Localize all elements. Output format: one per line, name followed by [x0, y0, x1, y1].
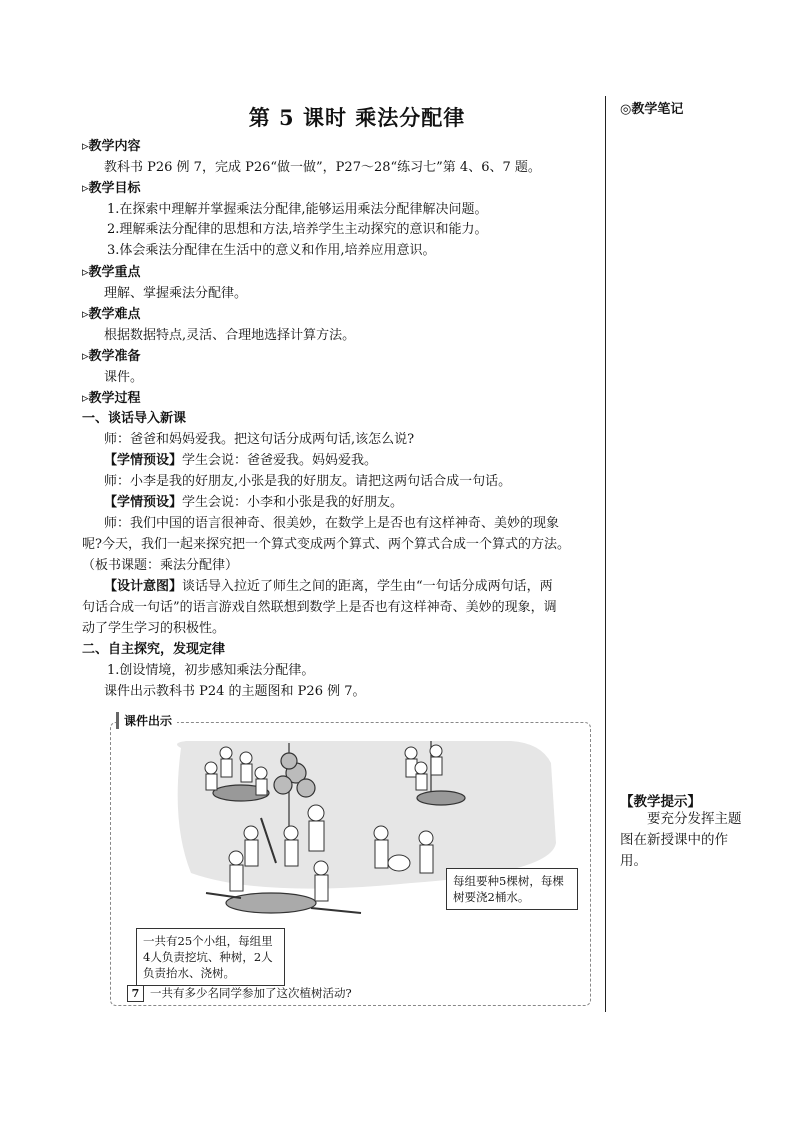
paragraph-2: 【学情预设】学生会说：爸爸爱我。妈妈爱我。: [104, 453, 378, 468]
paragraph-7: 1.创设情境，初步感知乘法分配律。: [107, 663, 315, 678]
paragraph-1: 师：爸爸和妈妈爱我。把这句话分成两句话,该怎么说?: [104, 432, 415, 447]
key-text: 理解、掌握乘法分配律。: [104, 286, 248, 301]
difficulty-text: 根据数据特点,灵活、合理地选择计算方法。: [104, 328, 356, 343]
example-number: 7: [127, 985, 144, 1002]
paragraph-5c: （板书课题：乘法分配律）: [82, 558, 239, 573]
page-title: 第 5 课时 乘法分配律: [248, 105, 466, 130]
notes-label: ◎教学笔记: [620, 102, 684, 117]
content-text: 教科书 P26 例 7，完成 P26“做一做”，P27～28“练习七”第 4、6、7 题。: [104, 160, 541, 175]
teaching-tip-title: 【教学提示】: [620, 794, 701, 810]
paragraph-6b: 句话合成一句话”的语言游戏自然联想到数学上是否也有这样神奇、美妙的现象，调: [82, 600, 557, 615]
paragraph-3: 师：小李是我的好朋友,小张是我的好朋友。请把这两句话合成一句话。: [104, 474, 512, 489]
paragraph-6a: 【设计意图】谈话导入拉近了师生之间的距离，学生由“一句话分成两句话，两: [104, 579, 553, 594]
speech-bubble-left: 一共有25个小组，每组里4人负责挖坑、种树，2人负责抬水、浇树。: [136, 928, 285, 986]
teaching-tip-body: 要充分发挥主题图在新授课中的作用。: [620, 811, 742, 869]
column-divider: [605, 96, 606, 1012]
subsection-1: 一、谈话导入新课: [82, 411, 187, 426]
subsection-2: 二、自主探究，发现定律: [82, 642, 226, 657]
goal-1: 1.在探索中理解并掌握乘法分配律,能够运用乘法分配律解决问题。: [107, 202, 488, 217]
section-heading-difficulty: ▹教学难点: [82, 307, 141, 322]
section-heading-key: ▹教学重点: [82, 265, 141, 280]
example-question: 一共有多少名同学参加了这次植树活动?: [150, 986, 352, 1000]
section-heading-process: ▹教学过程: [82, 391, 141, 406]
section-heading-content: ▹教学内容: [82, 139, 141, 154]
figure-label: 课件出示: [116, 712, 177, 729]
paragraph-5b: 呢?今天，我们一起来探究把一个算式变成两个算式、两个算式合成一个算式的方法。: [82, 537, 570, 552]
goal-2: 2.理解乘法分配律的思想和方法,培养学生主动探究的意识和能力。: [107, 222, 488, 237]
prep-text: 课件。: [104, 370, 144, 385]
section-heading-goal: ▹教学目标: [82, 181, 141, 196]
paragraph-5a: 师：我们中国的语言很神奇、很美妙，在数学上是否也有这样神奇、美妙的现象: [104, 516, 560, 531]
speech-bubble-right: 每组要种5棵树，每棵树要浇2桶水。: [446, 868, 578, 910]
paragraph-8: 课件出示教科书 P24 的主题图和 P26 例 7。: [104, 684, 366, 699]
section-heading-prep: ▹教学准备: [82, 349, 141, 364]
goal-3: 3.体会乘法分配律在生活中的意义和作用,培养应用意识。: [107, 243, 436, 258]
paragraph-4: 【学情预设】学生会说：小李和小张是我的好朋友。: [104, 495, 404, 510]
paragraph-6c: 动了学生学习的积极性。: [82, 621, 226, 636]
